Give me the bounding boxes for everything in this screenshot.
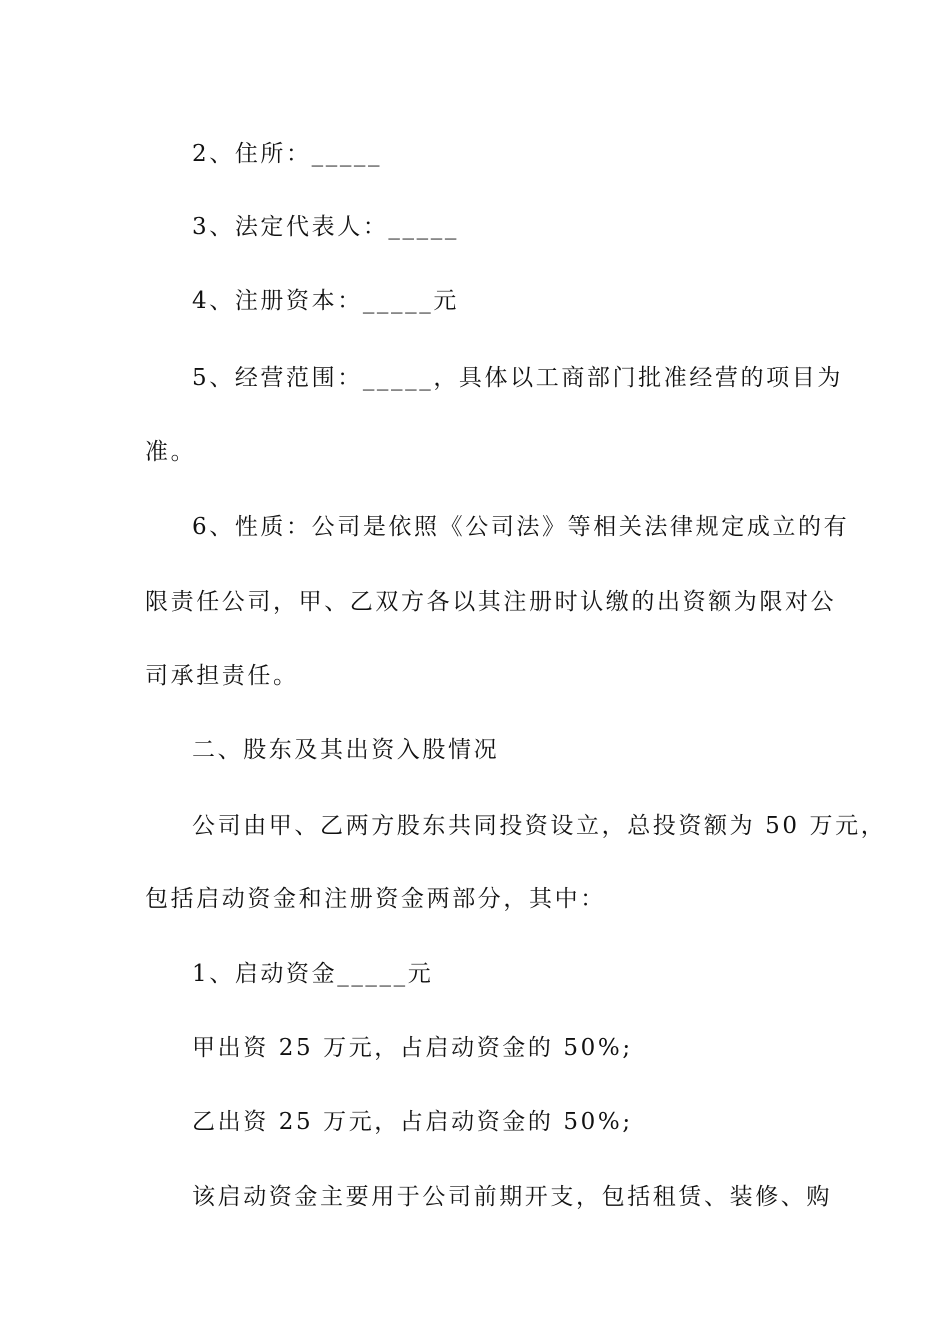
paragraph-startup-funds: 1、启动资金_____元 bbox=[192, 961, 434, 987]
paragraph-party-a-contribution: 甲出资 25 万元，占启动资金的 50%; bbox=[192, 1035, 633, 1061]
section-heading-shareholders: 二、股东及其出资入股情况 bbox=[192, 737, 500, 763]
paragraph-startup-usage: 该启动资金主要用于公司前期开支，包括租赁、装修、购 bbox=[192, 1184, 832, 1210]
paragraph-nature-end: 司承担责任。 bbox=[145, 663, 299, 689]
paragraph-investment-continued: 包括启动资金和注册资金两部分，其中： bbox=[145, 886, 606, 912]
paragraph-business-scope-continued: 准。 bbox=[145, 439, 197, 465]
paragraph-residence: 2、住所：_____ bbox=[192, 141, 383, 167]
paragraph-nature-continued: 限责任公司，甲、乙双方各以其注册时认缴的出资额为限对公 bbox=[145, 589, 837, 615]
paragraph-registered-capital: 4、注册资本：_____元 bbox=[192, 288, 459, 314]
paragraph-party-b-contribution: 乙出资 25 万元，占启动资金的 50%; bbox=[192, 1109, 633, 1135]
paragraph-investment: 公司由甲、乙两方股东共同投资设立，总投资额为 50 万元， bbox=[192, 813, 887, 839]
paragraph-legal-representative: 3、法定代表人：_____ bbox=[192, 214, 459, 240]
paragraph-business-scope: 5、经营范围：_____，具体以工商部门批准经营的项目为 bbox=[192, 365, 843, 391]
paragraph-nature: 6、性质：公司是依照《公司法》等相关法律规定成立的有 bbox=[192, 514, 850, 540]
